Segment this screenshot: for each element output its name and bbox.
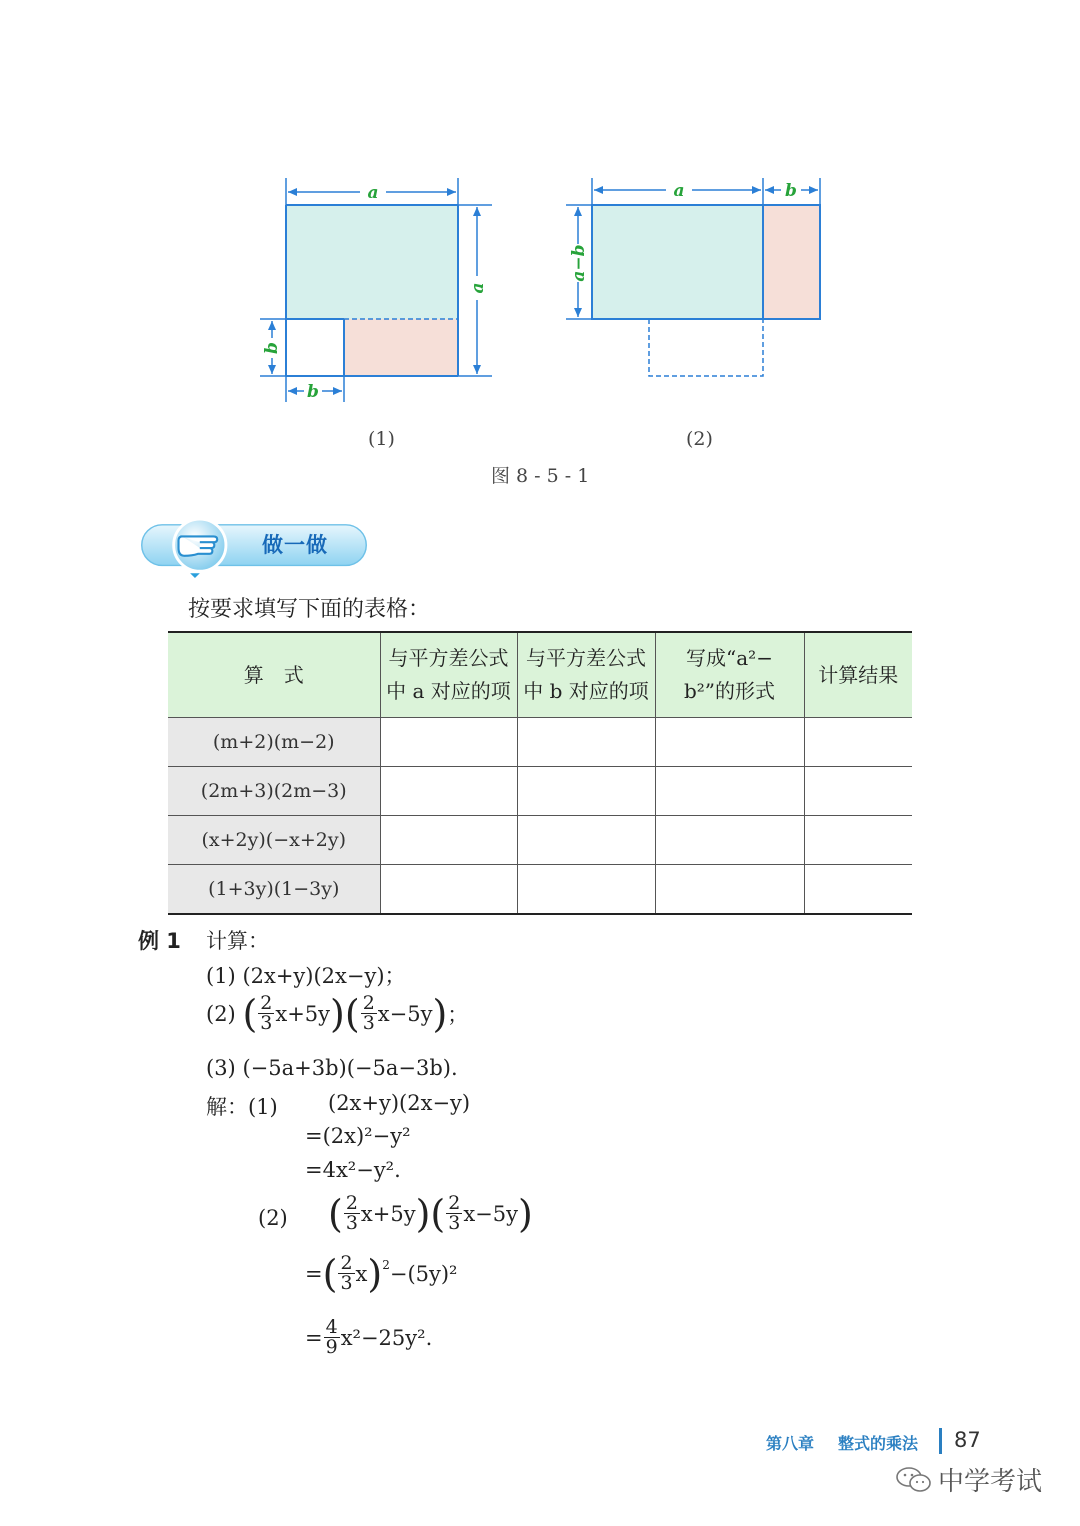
blank-cell (517, 718, 655, 767)
panel2-top-dim-b: b (785, 181, 797, 201)
blank-cell (517, 816, 655, 865)
wechat-icon (896, 1466, 932, 1494)
blank-cell (655, 718, 804, 767)
footer-title: 整式的乘法 (838, 1434, 919, 1453)
table-row (168, 718, 912, 767)
row-expression: (x+2y)(−x+2y) (168, 816, 380, 865)
blank-cell (655, 865, 804, 915)
header-form: 写成“a²− b²”的形式 (655, 632, 804, 718)
blank-cell (655, 767, 804, 816)
solution-2-line-2: = ( $\frac{2}{3}$ x ) $^2$ −(5y)² (305, 1251, 458, 1296)
fill-in-table (168, 631, 912, 915)
header-result: 计算结果 (804, 632, 912, 718)
solution-2-line-3: = $\frac{4}{9}$ x²−25y². (305, 1316, 433, 1358)
activity-intro: 按要求填写下面的表格： (188, 597, 431, 622)
example-item-2: (2) ( $\frac{2}{3}$ x+5y ) ( $\frac{2}{3}$ x−5y ) ； (206, 991, 469, 1036)
activity-banner-title: 做一做 (262, 533, 328, 557)
header-expression: 算 式 (168, 632, 380, 718)
footer-chapter: 第八章 (766, 1434, 815, 1453)
table-row (168, 865, 912, 915)
page-number: 87 (954, 1428, 981, 1452)
example-item-3: (3) (−5a+3b)(−5a−3b). (206, 1056, 458, 1080)
figure-8-5-1 (0, 0, 1080, 500)
blank-cell (804, 816, 912, 865)
example-item-1: (1) (2x+y)(2x−y)； (206, 964, 406, 988)
footer-divider (939, 1428, 942, 1454)
blank-cell (380, 816, 517, 865)
solution-1-line-3: =4x²−y². (305, 1158, 401, 1182)
row-expression: (2m+3)(2m−3) (168, 767, 380, 816)
table-row (168, 816, 912, 865)
panel2-top-dim-a: a (673, 181, 685, 201)
solution-label: 解：(1) (206, 1095, 278, 1119)
table-header-row (168, 632, 912, 718)
example-title: 计算： (206, 929, 269, 953)
panel1-side-dim: a (468, 282, 488, 294)
header-a-term: 与平方差公式 中 a 对应的项 (380, 632, 517, 718)
blank-cell (380, 865, 517, 915)
panel-2-diagram (566, 178, 820, 376)
row-expression: (1+3y)(1−3y) (168, 865, 380, 915)
solution-1-line-2: =(2x)²−y² (305, 1124, 411, 1148)
blank-cell (804, 865, 912, 915)
header-b-term: 与平方差公式 中 b 对应的项 (517, 632, 655, 718)
panel2-caption: (2) (686, 428, 713, 450)
blank-cell (380, 767, 517, 816)
figure-caption: 图 8 - 5 - 1 (491, 465, 590, 487)
panel1-left-small-dim: b (262, 342, 282, 354)
activity-banner (136, 519, 372, 579)
panel1-caption: (1) (368, 428, 395, 450)
row-expression: (m+2)(m−2) (168, 718, 380, 767)
panel1-bottom-small-dim: b (307, 382, 319, 402)
solution-1-line-1: (2x+y)(2x−y) (328, 1091, 471, 1115)
blank-cell (380, 718, 517, 767)
panel2-left-dim: a−b (569, 244, 589, 282)
panel-1-diagram (260, 178, 492, 402)
example-label: 例 1 (138, 929, 181, 953)
panel1-top-dim: a (367, 183, 379, 203)
blank-cell (804, 767, 912, 816)
blank-cell (517, 865, 655, 915)
blank-cell (517, 767, 655, 816)
table-row (168, 767, 912, 816)
solution-2-line-1: ( $\frac{2}{3}$ x+5y ) ( $\frac{2}{3}$ x−5y ) (328, 1191, 533, 1236)
blank-cell (655, 816, 804, 865)
blank-cell (804, 718, 912, 767)
solution-2-label: (2) (258, 1206, 288, 1230)
watermark-text: 中学考试 (938, 1467, 1043, 1497)
